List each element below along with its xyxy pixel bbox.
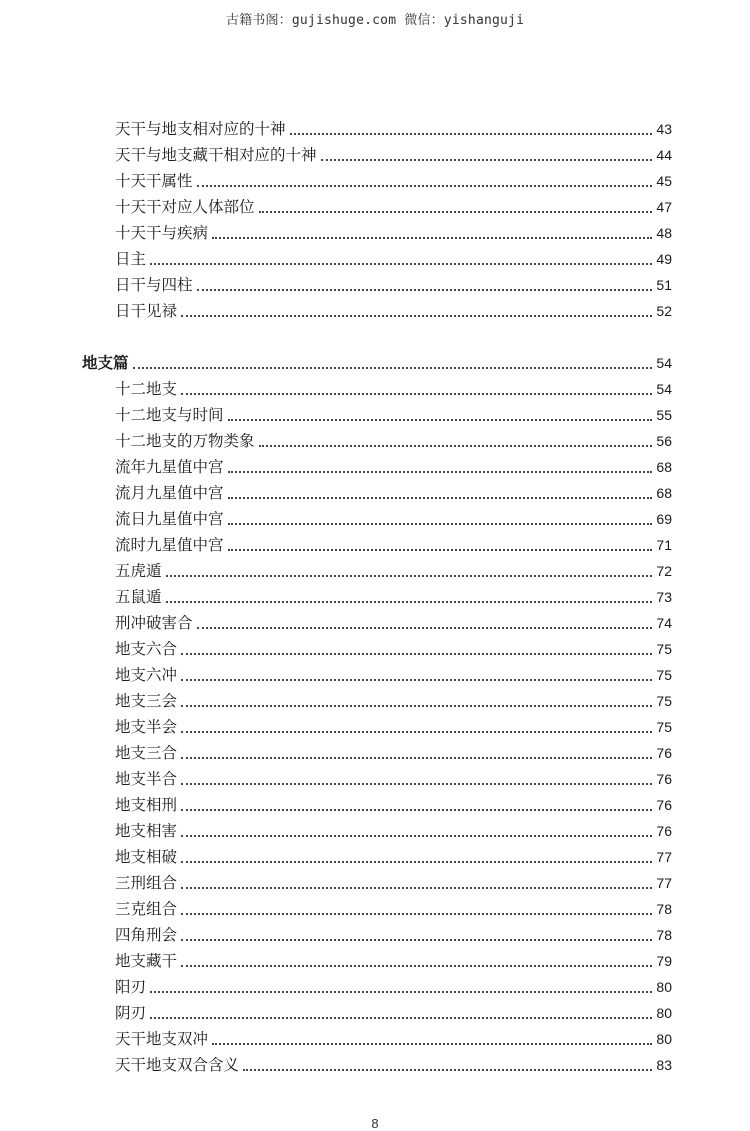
toc-entry[interactable] <box>115 295 672 321</box>
toc-leader-dots <box>181 834 652 837</box>
toc-entry-label: 流年九星值中宫 <box>115 458 224 476</box>
toc-entry-label: 流时九星值中宫 <box>115 536 224 554</box>
toc-leader-dots <box>181 756 652 759</box>
toc-leader-dots <box>181 808 652 811</box>
toc-entry[interactable] <box>115 789 672 815</box>
toc-entry[interactable] <box>115 373 672 399</box>
toc-entry-page: 75 <box>656 667 672 683</box>
toc-entry-label: 日干见禄 <box>115 302 178 320</box>
toc-leader-dots <box>181 964 652 967</box>
toc-leader-dots <box>181 392 652 395</box>
toc-section-entry[interactable] <box>82 347 672 373</box>
toc-entry-page: 68 <box>656 485 672 501</box>
toc-entry[interactable] <box>115 763 672 789</box>
toc-entry-page: 74 <box>656 615 672 631</box>
toc-entry-page: 44 <box>656 147 672 163</box>
toc-entry-page: 68 <box>656 459 672 475</box>
toc-leader-dots <box>212 1042 652 1045</box>
toc-entry-label: 五虎遁 <box>115 562 162 580</box>
toc-entry-label: 地支相刑 <box>115 796 178 814</box>
toc-leader-dots <box>181 652 652 655</box>
toc-entry-page: 77 <box>656 849 672 865</box>
toc-entry-page: 49 <box>656 251 672 267</box>
toc-entry-label: 四角刑会 <box>115 926 178 944</box>
toc-entry-label: 阳刃 <box>115 978 147 996</box>
toc-leader-dots <box>150 262 652 265</box>
toc-entry-page: 76 <box>656 797 672 813</box>
toc-entry-label: 流日九星值中宫 <box>115 510 224 528</box>
toc-leader-dots <box>181 938 652 941</box>
toc-entry-page: 78 <box>656 901 672 917</box>
toc-entry-page: 76 <box>656 745 672 761</box>
toc-leader-dots <box>228 418 653 421</box>
toc-entry-page: 48 <box>656 225 672 241</box>
toc-entry[interactable] <box>115 815 672 841</box>
toc-entry[interactable] <box>115 607 672 633</box>
toc-entry-page: 52 <box>656 303 672 319</box>
toc-entry[interactable] <box>115 243 672 269</box>
toc-entry-label: 阴刃 <box>115 1004 147 1022</box>
toc-entry[interactable] <box>115 893 672 919</box>
toc-entry[interactable] <box>115 451 672 477</box>
toc-leader-dots <box>197 184 653 187</box>
toc-entry-page: 47 <box>656 199 672 215</box>
toc-entry-label: 地支藏干 <box>115 952 178 970</box>
toc-leader-dots <box>321 158 653 161</box>
toc-entry[interactable] <box>115 191 672 217</box>
toc-leader-dots <box>228 470 653 473</box>
toc-leader-dots <box>181 730 652 733</box>
toc-entry-label: 地支半合 <box>115 770 178 788</box>
toc-entry-label: 日干与四柱 <box>115 276 193 294</box>
toc-entry-page: 45 <box>656 173 672 189</box>
toc-entry[interactable] <box>115 1023 672 1049</box>
toc-entry[interactable] <box>115 269 672 295</box>
toc-entry-label: 地支六合 <box>115 640 178 658</box>
toc-leader-dots <box>181 912 652 915</box>
toc-entry-page: 78 <box>656 927 672 943</box>
toc-entry[interactable] <box>115 711 672 737</box>
toc-entry[interactable] <box>115 997 672 1023</box>
toc-entry-label: 天干地支双冲 <box>115 1030 209 1048</box>
page-number: 8 <box>371 1116 379 1131</box>
toc-entry-label: 刑冲破害合 <box>115 614 193 632</box>
toc-entry[interactable] <box>115 503 672 529</box>
toc-entry-page: 54 <box>656 381 672 397</box>
toc-entry-label: 日主 <box>115 250 147 268</box>
toc-entry[interactable] <box>115 217 672 243</box>
toc-entry[interactable] <box>115 971 672 997</box>
toc-entry-page: 55 <box>656 407 672 423</box>
toc-leader-dots <box>197 288 653 291</box>
toc-entry-label: 天干与地支藏干相对应的十神 <box>115 146 317 164</box>
toc-entry-label: 十二地支 <box>115 380 178 398</box>
toc-entry-page: 76 <box>656 771 672 787</box>
toc-leader-dots <box>228 496 653 499</box>
toc-leader-dots <box>212 236 652 239</box>
toc-entry-page: 80 <box>656 1031 672 1047</box>
watermark-header: 古籍书阁：gujishuge.com 微信：yishanguji <box>225 13 525 28</box>
toc-leader-dots <box>166 574 653 577</box>
toc-entry-label: 地支相害 <box>115 822 178 840</box>
toc-entry-label: 五鼠遁 <box>115 588 162 606</box>
toc-entry[interactable] <box>115 867 672 893</box>
toc-entry-label: 十天干属性 <box>115 172 193 190</box>
toc-entry[interactable] <box>115 659 672 685</box>
toc-entry[interactable] <box>115 113 672 139</box>
toc-entry-label: 十二地支与时间 <box>115 406 224 424</box>
toc-entry[interactable] <box>115 425 672 451</box>
toc-entry-label: 十天干对应人体部位 <box>115 198 255 216</box>
toc-entry-label: 天干与地支相对应的十神 <box>115 120 286 138</box>
toc-entry[interactable] <box>115 685 672 711</box>
toc-entry-page: 71 <box>656 537 672 553</box>
toc-leader-dots <box>133 366 653 369</box>
toc-entry-page: 72 <box>656 563 672 579</box>
toc-leader-dots <box>181 782 652 785</box>
toc-entry[interactable] <box>115 165 672 191</box>
toc-entry-label: 流月九星值中宫 <box>115 484 224 502</box>
toc-entry-label: 十二地支的万物类象 <box>115 432 255 450</box>
toc-entry[interactable] <box>115 581 672 607</box>
toc-leader-dots <box>181 704 652 707</box>
toc-entry-page: 75 <box>656 719 672 735</box>
toc-entry-page: 51 <box>656 277 672 293</box>
toc-entry-label: 地支六冲 <box>115 666 178 684</box>
toc-entry-page: 54 <box>656 355 672 371</box>
toc-leader-dots <box>181 886 652 889</box>
toc-entry-label: 地支篇 <box>82 353 129 372</box>
toc-entry-label: 十天干与疾病 <box>115 224 209 242</box>
toc-leader-dots <box>181 678 652 681</box>
toc-leader-dots <box>228 548 653 551</box>
toc-entry[interactable] <box>115 919 672 945</box>
toc-leader-dots <box>166 600 653 603</box>
toc-entry-page: 69 <box>656 511 672 527</box>
toc-leader-dots <box>259 210 653 213</box>
toc-entry-page: 79 <box>656 953 672 969</box>
toc-leader-dots <box>228 522 653 525</box>
toc-entry-page: 83 <box>656 1057 672 1073</box>
toc-leader-dots <box>290 132 653 135</box>
toc-entry-page: 75 <box>656 693 672 709</box>
toc-entry-label: 三克组合 <box>115 900 178 918</box>
toc-entry[interactable] <box>115 945 672 971</box>
toc-entry[interactable] <box>115 841 672 867</box>
toc-entry[interactable] <box>115 399 672 425</box>
toc-entry-page: 77 <box>656 875 672 891</box>
toc-leader-dots <box>181 860 652 863</box>
toc-entry-page: 56 <box>656 433 672 449</box>
toc-entry[interactable] <box>115 737 672 763</box>
toc-entry[interactable] <box>115 633 672 659</box>
toc-entry[interactable] <box>115 555 672 581</box>
toc-leader-dots <box>243 1068 652 1071</box>
toc-entry[interactable] <box>115 139 672 165</box>
toc-entry-label: 地支相破 <box>115 848 178 866</box>
toc-leader-dots <box>181 314 652 317</box>
toc-entry-label: 地支三会 <box>115 692 178 710</box>
toc-entry-label: 地支三合 <box>115 744 178 762</box>
toc-entry[interactable] <box>115 477 672 503</box>
toc-leader-dots <box>259 444 653 447</box>
toc-entry-page: 75 <box>656 641 672 657</box>
toc-entry-label: 地支半会 <box>115 718 178 736</box>
toc-entry-page: 76 <box>656 823 672 839</box>
toc-entry-label: 三刑组合 <box>115 874 178 892</box>
toc-entry-page: 80 <box>656 1005 672 1021</box>
toc-leader-dots <box>197 626 653 629</box>
toc-entry-page: 43 <box>656 121 672 137</box>
toc-entry[interactable] <box>115 1049 672 1075</box>
toc-leader-dots <box>150 990 652 993</box>
toc-entry-page: 80 <box>656 979 672 995</box>
toc-entry[interactable] <box>115 529 672 555</box>
toc-leader-dots <box>150 1016 652 1019</box>
toc-entry-page: 73 <box>656 589 672 605</box>
toc-entry-label: 天干地支双合含义 <box>115 1056 240 1074</box>
